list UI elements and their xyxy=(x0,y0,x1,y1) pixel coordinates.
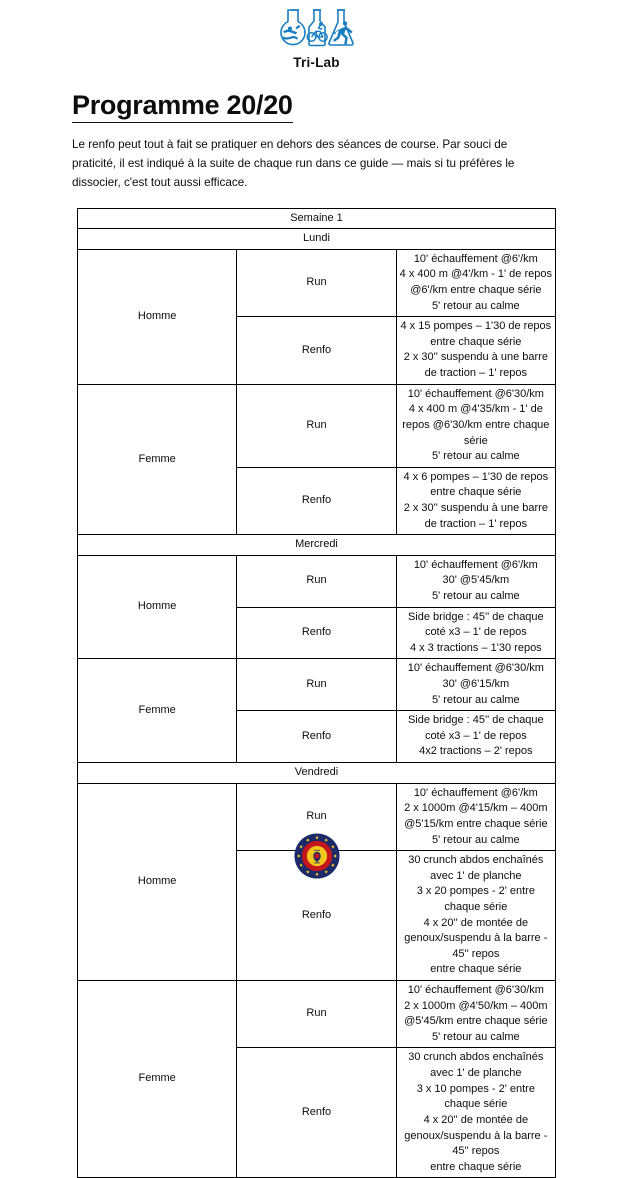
week-header-row-cell: Semaine 1 xyxy=(78,208,556,229)
session-detail-cell xyxy=(396,1048,555,1178)
session-detail-line: 10' échauffement @6'30/km xyxy=(407,662,544,675)
session-type-cell: Run xyxy=(237,384,396,467)
table-row xyxy=(78,249,556,316)
session-type-cell: Run xyxy=(237,659,396,711)
session-detail-cell xyxy=(396,317,555,384)
session-detail-line: entre chaque série xyxy=(430,1160,522,1173)
session-detail-line: 10' échauffement @6'/km xyxy=(413,252,538,265)
session-detail-line: 4 x 400 m @4'35/km - 1' de repos @6'30/km entre chaque série xyxy=(402,403,550,447)
day-header-row-cell: Vendredi xyxy=(78,763,556,784)
session-detail-cell xyxy=(396,249,555,316)
swimmer-icon xyxy=(281,25,300,40)
session-detail-line: entre chaque série xyxy=(430,963,522,976)
session-detail-line: 30' @6'15/km xyxy=(442,678,510,691)
session-detail-line: 3 x 10 pompes - 2' entre chaque série xyxy=(416,1082,535,1111)
session-detail-line: 4 x 20'' de montée de genoux/suspendu à la barre - 45'' repos xyxy=(404,1113,548,1158)
week-header-row xyxy=(78,208,556,229)
session-detail-line: 5' retour au calme xyxy=(431,450,520,463)
session-detail-line: 5' retour au calme xyxy=(431,693,520,706)
federation-crest-emblem xyxy=(294,833,340,884)
day-header-row xyxy=(78,763,556,784)
session-type-cell: Run xyxy=(237,783,396,850)
sex-cell: Femme xyxy=(78,384,237,534)
session-detail-line: 10' échauffement @6'/km xyxy=(413,558,538,571)
sex-cell: Homme xyxy=(78,249,237,384)
session-type-cell: Renfo xyxy=(237,317,396,384)
session-detail-cell xyxy=(396,659,555,711)
session-detail-line: 4 x 400 m @4'/km - 1' de repos @6'/km entre chaque série xyxy=(399,268,552,297)
session-detail-line: 10' échauffement @6'/km xyxy=(413,786,538,799)
session-detail-line: 4 x 15 pompes – 1'30 de repos entre chaque série xyxy=(400,320,552,348)
table-row xyxy=(78,659,556,711)
session-detail-line: 4 x 3 tractions – 1'30 repos xyxy=(409,641,542,654)
table-row xyxy=(78,555,556,607)
session-detail-line: 2 x 30'' suspendu à une barre de traction – 1' repos xyxy=(403,501,548,530)
session-type-cell: Run xyxy=(237,249,396,316)
sex-cell: Femme xyxy=(78,981,237,1178)
page-footer xyxy=(0,833,633,884)
session-detail-line: 5' retour au calme xyxy=(431,299,520,312)
session-detail-cell xyxy=(396,467,555,534)
page-header xyxy=(0,0,633,70)
session-detail-line: 10' échauffement @6'30/km xyxy=(407,387,544,400)
day-header-row-cell: Mercredi xyxy=(78,535,556,556)
session-detail-line: 3 x 20 pompes - 2' entre chaque série xyxy=(416,885,535,913)
session-detail-line: 5' retour au calme xyxy=(431,1030,520,1043)
day-header-row-cell: Lundi xyxy=(78,229,556,250)
session-detail-line: 30 crunch abdos enchaînés avec 1' de planche xyxy=(408,1051,544,1080)
sex-cell: Homme xyxy=(78,555,237,659)
page-title: Programme 20/20 xyxy=(72,90,293,123)
session-detail-line: 4 x 6 pompes – 1'30 de repos entre chaque série xyxy=(403,470,549,499)
session-detail-line: 4 x 20'' de montée de genoux/suspendu à la barre - 45'' repos xyxy=(404,916,548,960)
session-detail-line: 4x2 tractions – 2' repos xyxy=(419,745,533,758)
session-detail-line: 30 crunch abdos enchaînés avec 1' de planche xyxy=(408,854,544,882)
day-header-row xyxy=(78,535,556,556)
session-detail-line: 10' échauffement @6'30/km xyxy=(407,984,544,997)
intro-paragraph: Le renfo peut tout à fait se pratiquer en dehors des séances de course. Par souci de praticité, il est indiqué à la suite de chaque run dans ce guide — mais si tu préfères le dissocier, c'est tout aussi efficace. xyxy=(72,137,515,189)
sex-cell: Femme xyxy=(78,659,237,763)
session-detail-cell xyxy=(396,711,555,763)
session-detail-line: Side bridge : 45'' de chaque coté x3 – 1' de repos xyxy=(407,610,544,639)
document-body xyxy=(0,70,633,193)
session-type-cell: Renfo xyxy=(237,607,396,659)
session-type-cell: Renfo xyxy=(237,1048,396,1178)
session-detail-cell xyxy=(396,981,555,1048)
table-row xyxy=(78,981,556,1048)
sex-cell: Homme xyxy=(78,783,237,980)
session-type-cell: Renfo xyxy=(237,467,396,534)
session-type-cell: Run xyxy=(237,555,396,607)
runner-icon xyxy=(332,21,352,44)
session-detail-line: 30' @5'45/km xyxy=(442,574,510,587)
session-detail-cell xyxy=(396,555,555,607)
session-detail-line: 2 x 1000m @4'50/km – 400m @5'45/km entre chaque série xyxy=(404,999,548,1028)
day-header-row xyxy=(78,229,556,250)
session-type-cell: Renfo xyxy=(237,711,396,763)
logo-wordmark: Tri-Lab xyxy=(293,55,340,70)
session-detail-line: 5' retour au calme xyxy=(431,590,520,602)
session-detail-line: Side bridge : 45'' de chaque coté x3 – 1' de repos xyxy=(407,714,544,742)
program-table xyxy=(77,208,556,1178)
program-table-wrapper xyxy=(0,208,633,1178)
program-table-body xyxy=(78,208,556,1178)
session-detail-line: 2 x 1000m @4'15/km – 400m @5'15/km entre chaque série xyxy=(404,802,548,830)
table-row xyxy=(78,384,556,467)
session-detail-cell xyxy=(396,607,555,659)
session-detail-line: 2 x 30'' suspendu à une barre de traction – 1' repos xyxy=(403,351,548,380)
session-detail-line: 5' retour au calme xyxy=(431,833,520,846)
session-type-cell: Run xyxy=(237,981,396,1048)
session-type-cell: Renfo xyxy=(237,851,396,981)
session-detail-cell xyxy=(396,384,555,467)
tri-lab-flasks-logo xyxy=(269,6,365,55)
